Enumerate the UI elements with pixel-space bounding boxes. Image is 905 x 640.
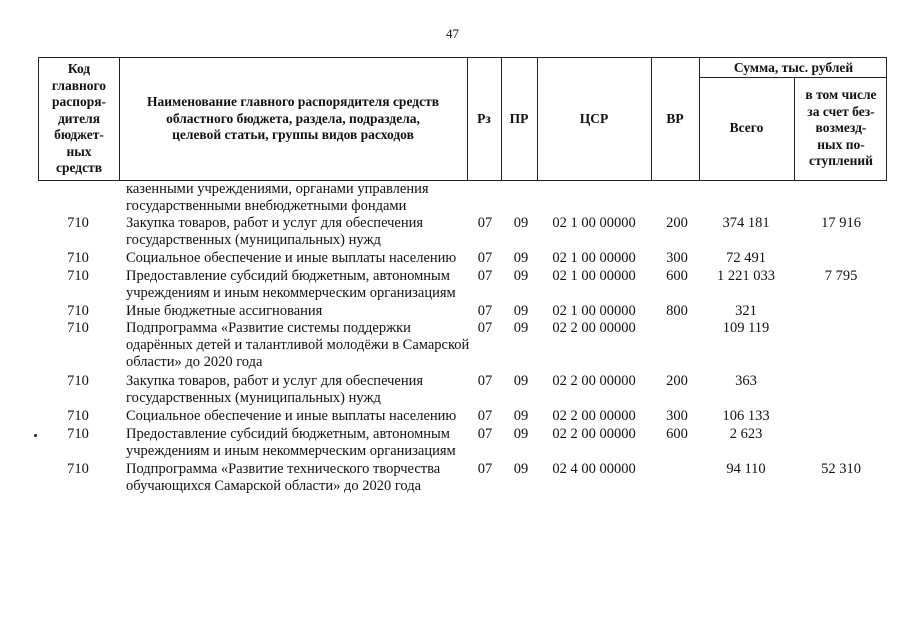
cell-csr: 02 2 00 00000 [552, 408, 636, 424]
table-row [38, 215, 887, 249]
header-name: Наименование главного распорядителя средств областного бюджета, раздела, подраздела, целевой статьи, группы видов расходов [146, 94, 439, 143]
scan-speck [34, 434, 37, 437]
cell-rz: 07 [477, 408, 493, 424]
table-row [38, 181, 887, 215]
header-sum: Сумма, тыс. рублей [733, 59, 854, 75]
cell-code: 710 [67, 461, 89, 477]
cell-vr: 800 [666, 303, 688, 319]
cell-code: 710 [67, 408, 89, 424]
cell-csr: 02 1 00 00000 [552, 250, 636, 266]
cell-code: 710 [67, 320, 89, 336]
table-row [38, 461, 887, 495]
cell-pr: 09 [513, 408, 529, 424]
cell-name: Закупка товаров, работ и услуг для обеспечения государственных (муниципальных) нужд [126, 215, 424, 248]
cell-code: 710 [67, 426, 89, 442]
table-row [38, 426, 887, 460]
cell-csr: 02 4 00 00000 [552, 461, 636, 477]
cell-code: 710 [67, 373, 89, 389]
cell-pr: 09 [513, 215, 529, 231]
cell-total: 363 [735, 373, 757, 389]
cell-rz: 07 [477, 461, 493, 477]
cell-name: Предоставление субсидий бюджетным, автономным учреждениям и иным некоммерческим организациям [126, 426, 456, 459]
cell-pr: 09 [513, 426, 529, 442]
cell-csr: 02 1 00 00000 [552, 215, 636, 231]
header-rz: Рз [477, 110, 491, 126]
cell-pr: 09 [513, 303, 529, 319]
table-row [38, 373, 887, 407]
cell-csr: 02 2 00 00000 [552, 320, 636, 336]
cell-csr: 02 1 00 00000 [552, 303, 636, 319]
table-row [38, 320, 887, 371]
cell-csr: 02 2 00 00000 [552, 426, 636, 442]
cell-total: 1 221 033 [717, 268, 775, 284]
cell-total: 72 491 [726, 250, 766, 266]
cell-rz: 07 [477, 250, 493, 266]
cell-code: 710 [67, 268, 89, 284]
cell-vr: 300 [666, 408, 688, 424]
cell-total: 109 119 [722, 320, 770, 336]
cell-rz: 07 [477, 320, 493, 336]
table-body [38, 181, 887, 495]
cell-total: 374 181 [722, 215, 770, 231]
header-pr: ПР [509, 110, 529, 126]
cell-name: Подпрограмма «Развитие системы поддержки одарённых детей и талантливой молодёжи в Самарской области» до 2020 года [126, 320, 470, 370]
table-row [38, 250, 887, 267]
cell-code: 710 [67, 303, 89, 319]
cell-pr: 09 [513, 373, 529, 389]
table-row [38, 268, 887, 302]
cell-csr: 02 2 00 00000 [552, 373, 636, 389]
cell-code: 710 [67, 215, 89, 231]
cell-vr: 200 [666, 215, 688, 231]
cell-name: Социальное обеспечение и иные выплаты населению [126, 408, 457, 424]
cell-pr: 09 [513, 268, 529, 284]
cell-pr: 09 [513, 461, 529, 477]
cell-pr: 09 [513, 320, 529, 336]
cell-free: 7 795 [824, 268, 858, 284]
cell-rz: 07 [477, 215, 493, 231]
cell-total: 106 133 [722, 408, 770, 424]
cell-name: казенными учреждениями, органами управления государственными внебюджетными фондами [126, 181, 429, 214]
cell-name: Иные бюджетные ассигнования [126, 303, 323, 319]
cell-name: Подпрограмма «Развитие технического творчества обучающихся Самарской области» до 2020 года [126, 461, 441, 494]
cell-rz: 07 [477, 426, 493, 442]
cell-rz: 07 [477, 303, 493, 319]
cell-vr: 600 [666, 268, 688, 284]
cell-csr: 02 1 00 00000 [552, 268, 636, 284]
cell-vr: 300 [666, 250, 688, 266]
cell-vr: 200 [666, 373, 688, 389]
cell-name: Социальное обеспечение и иные выплаты населению [126, 250, 457, 266]
cell-pr: 09 [513, 250, 529, 266]
table-row [38, 408, 887, 425]
cell-free: 17 916 [821, 215, 861, 231]
cell-vr: 600 [666, 426, 688, 442]
header-vr: ВР [666, 110, 684, 126]
cell-total: 94 110 [726, 461, 766, 477]
header-total: Всего [729, 120, 764, 136]
page-number: 47 [446, 26, 459, 41]
cell-rz: 07 [477, 268, 493, 284]
cell-total: 2 623 [729, 426, 763, 442]
cell-name: Закупка товаров, работ и услуг для обеспечения государственных (муниципальных) нужд [126, 373, 424, 406]
header-csr: ЦСР [579, 110, 609, 126]
cell-name: Предоставление субсидий бюджетным, автономным учреждениям и иным некоммерческим организациям [126, 268, 456, 301]
cell-code: 710 [67, 250, 89, 266]
header-free: в том числе за счет без- возмезд- ных по- ступлений [805, 87, 877, 169]
table-header [38, 57, 887, 181]
header-code: Код главного распоря- дителя бюджет- ных средств [51, 61, 107, 176]
cell-total: 321 [735, 303, 757, 319]
cell-free: 52 310 [821, 461, 861, 477]
table-row [38, 303, 887, 320]
cell-rz: 07 [477, 373, 493, 389]
